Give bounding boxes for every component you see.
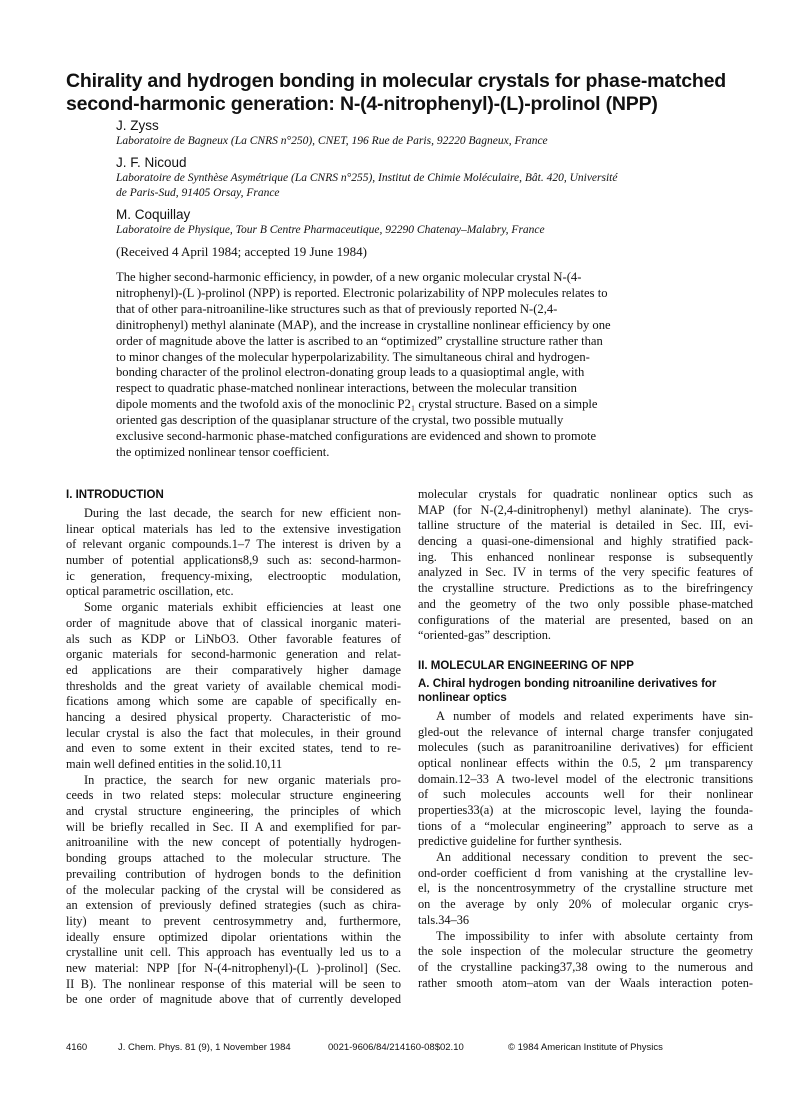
body-line: During the last decade, the search for new efficient non- [84, 506, 401, 520]
author-block [116, 118, 736, 238]
body-line: ing. This enhanced nonlinear response is subsequently [418, 549, 753, 564]
author-name: M. Coquillay [116, 207, 191, 222]
body-line: ideally ensure optimized dipolar orientations within the [66, 929, 401, 944]
abstract-line: oriented gas description of the quasiplanar structure of the crystal, two possible mutually [116, 413, 564, 428]
body-line: crystalline unit cell. This approach has eventually led us to a [66, 945, 401, 960]
body-line: of the crystalline packing37,38 owing to the numerous and [418, 959, 753, 974]
body-line: and crystal structure engineering, the principles of which [66, 804, 401, 819]
body-line: An additional necessary condition to prevent the sec- [436, 850, 753, 865]
page-number: 4160 [66, 1042, 88, 1053]
body-line: organic materials for second-harmonic generation and relat- [66, 647, 401, 662]
affiliation-line: Laboratoire de Synthèse Asymétrique (La CNRS n°255), Institut de Chimie Moléculaire, Bât. 420, Université [116, 172, 618, 184]
received-dates: (Received 4 April 1984; accepted 19 June 1984) [116, 244, 367, 259]
body-line: fications among which some are capable of specifically en- [66, 694, 401, 709]
abstract-line: respect to quadratic phase-matched nonlinear interactions, between the molecular transition [116, 381, 577, 396]
body-line: ic generation, frequency-mixing, electrooptic modulation, [66, 568, 401, 583]
abstract-line: dipole moments and the twofold axis of the monoclinic P2₁ crystal structure. Based on a simple [116, 397, 598, 412]
title-line: second-harmonic generation: N-(4-nitrophenyl)-(L)-prolinol (NPP) [66, 93, 658, 115]
article-code: 0021-9606/84/214160-08$02.10 [328, 1042, 464, 1053]
author-affiliation [116, 223, 736, 238]
body-line: will be briefly recalled in Sec. II A and exemplified for par- [66, 819, 401, 834]
author-name: J. Zyss [116, 118, 159, 133]
body-line: linear optical materials has led to the extensive investigation [66, 521, 401, 536]
body-line: molecules (such as paranitroaniline derivatives) for efficient [418, 740, 753, 755]
abstract-line: that of other para-nitroaniline-like structures such as that of previously reported N-(2,4- [116, 301, 558, 316]
body-line: II B). The nonlinear response of this material will be seen to [66, 976, 401, 991]
body-line: on the average by only 20% of molecular organic crys- [418, 897, 753, 912]
body-line: A number of models and related experiments have sin- [436, 708, 753, 723]
body-line: the sole inspection of the molecular structure the geometry [418, 944, 753, 959]
copyright: © 1984 American Institute of Physics [508, 1042, 663, 1053]
affiliation-line: de Paris-Sud, 91405 Orsay, France [116, 187, 280, 199]
subsection-heading-line: nonlinear optics [418, 691, 507, 704]
body-line: tals.34–36 [418, 912, 470, 927]
body-line: als such as KDP or LiNbO3. Other favorable features of [66, 631, 401, 646]
body-line: configurations of the material are presented, based on an [418, 612, 753, 627]
body-line: gled-out the relevance of internal charge transfer conjugated [418, 724, 753, 739]
affiliation-line: Laboratoire de Physique, Tour B Centre Pharmaceutique, 92290 Chatenay–Malabry, France [116, 224, 545, 236]
author-affiliation [116, 134, 736, 149]
section-heading: I. INTRODUCTION [66, 489, 164, 501]
body-line: optical nonlinear effects within the 0.5, 2 μm transparency [418, 755, 753, 770]
left-column [66, 487, 401, 1008]
body-line: In practice, the search for new organic materials pro- [84, 772, 401, 787]
body-line: tions of a “molecular engineering” approach to serve as a [418, 818, 753, 833]
body-line: “oriented-gas” description. [418, 628, 551, 643]
section-heading: II. MOLECULAR ENGINEERING OF NPP [418, 659, 634, 672]
body-line: prevailing contribution of hydrogen bonds to the definition [66, 866, 401, 881]
article-title [66, 70, 756, 116]
author-name: J. F. Nicoud [116, 155, 187, 170]
body-line: of relevant organic compounds.1–7 The interest is driven by a [66, 537, 401, 552]
abstract [116, 270, 756, 461]
body-line: of the molecular packing of the crystal will be considered as [66, 882, 401, 897]
abstract-line: The higher second-harmonic efficiency, in powder, of a new organic molecular crystal N-(4- [116, 270, 582, 284]
abstract-line: nitrophenyl)-(L )-prolinol (NPP) is reported. Electronic polarizability of NPP molecules relates to [116, 285, 608, 300]
body-line: new material: NPP [for N-(4-nitrophenyl)-(L )-prolinol] (Sec. [66, 960, 401, 975]
subsection-heading [418, 677, 753, 705]
body-line: talline structure of the material is detailed in Sec. III, evi- [418, 518, 753, 533]
body-line: predictive guideline for further synthesis. [418, 834, 622, 849]
abstract-line: to minor changes of the molecular hyperpolarizability. The simultaneous chiral and hydrogen- [116, 349, 590, 364]
abstract-line: dinitrophenyl) methyl alaninate (MAP), and the increase in crystalline nonlinear efficiency by one [116, 317, 611, 332]
body-line: and the geometry of the two only possible phase-matched [418, 596, 753, 611]
body-line: ed applications are their comparatively higher damage [66, 662, 401, 677]
body-line: number of potential applications8,9 such as: second-harmon- [66, 553, 401, 568]
abstract-line: exclusive second-harmonic phase-matched configurations are evidenced and shown to promote [116, 429, 597, 444]
body-line: hancing a desired physical property. Characteristic of mo- [66, 709, 401, 724]
body-line: properties33(a) at the microscopic level, laying the founda- [418, 803, 753, 818]
title-line: Chirality and hydrogen bonding in molecular crystals for phase-matched [66, 70, 726, 92]
body-line: be one order of magnitude above that of currently developed [66, 992, 401, 1007]
body-line: order of magnitude above that of classical inorganic materi- [66, 615, 401, 630]
body-line: lity) meant to prevent centrosymmetry and, furthermore, [66, 913, 401, 928]
abstract-line: bonding character of the prolinol electron-donating group leads to a quasioptimal angle, with [116, 365, 585, 380]
journal-citation: J. Chem. Phys. 81 (9), 1 November 1984 [118, 1042, 291, 1053]
body-line: the crystalline structure. Predictions as to the birefringency [418, 581, 753, 596]
body-line: bonding groups attached to the molecular structure. The [66, 851, 401, 866]
body-line: and even to some extent in their excited states, tend to re- [66, 741, 401, 756]
body-line: anitroaniline with the new concept of potentially hydrogen- [66, 835, 401, 850]
body-line: ond-order coefficient d from vanishing at the crystalline lev- [418, 865, 753, 880]
right-column [418, 487, 753, 991]
body-line: ceeds in two related steps: molecular structure engineering [66, 788, 401, 803]
body-line: of such molecules accounts well for their nonlinear [418, 787, 753, 802]
body-line: el, is the noncentrosymmetry of the crystalline structure met [418, 881, 753, 896]
body-line: dencing a quasi-one-dimensional and highly stratified pack- [418, 534, 753, 549]
body-line: analyzed in Sec. IV in terms of the very specific features of [418, 565, 753, 580]
abstract-line: the optimized nonlinear tensor coefficient. [116, 444, 330, 459]
abstract-line: order of magnitude above the latter is ascribed to an “optimized” crystalline structure rather than [116, 333, 603, 348]
body-line: The impossibility to infer with absolute certainty from [436, 928, 753, 943]
page-footer [66, 1042, 756, 1056]
body-line: molecular crystals for quadratic nonlinear optics such as [418, 487, 753, 501]
body-line: main well defined entities in the solid.10,11 [66, 757, 283, 772]
body-line: domain.12–33 A two-level model of the electronic transitions [418, 771, 753, 786]
body-line: thresholds and the great variety of available chemical modi- [66, 678, 401, 693]
subsection-heading-line: A. Chiral hydrogen bonding nitroaniline derivatives for [418, 677, 717, 690]
body-line: an extension of previously defined strategies (such as chira- [66, 898, 401, 913]
body-line: rather smooth atom–atom van der Waals interaction poten- [418, 975, 753, 990]
body-line: MAP (for N-(2,4-dinitrophenyl) methyl alaninate). The crys- [418, 502, 753, 517]
affiliation-line: Laboratoire de Bagneux (La CNRS n°250), CNET, 196 Rue de Paris, 92220 Bagneux, France [116, 135, 548, 147]
author-affiliation [116, 171, 736, 201]
body-line: optical parametric oscillation, etc. [66, 584, 234, 599]
body-line: lecular crystal is also the fact that molecules, in their ground [66, 725, 401, 740]
body-line: Some organic materials exhibit efficiencies at least one [84, 600, 401, 615]
